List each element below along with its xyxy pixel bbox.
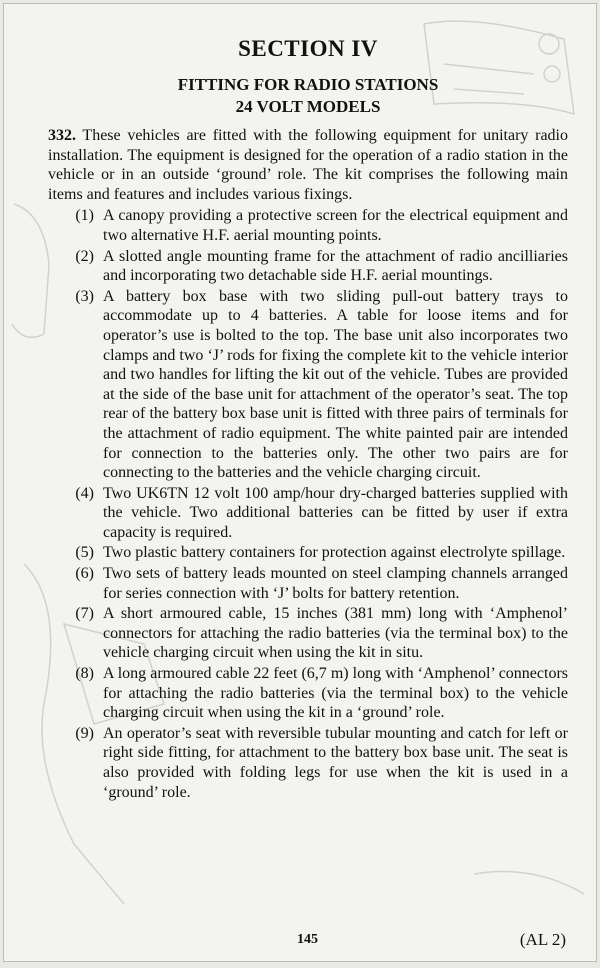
item-text: A battery box base with two sliding pull-out battery trays to accommodate up to 4 batteries. A table for loose items and for operator’s use is bolted to the top. The base unit also incorporates two clamps and two ‘J’ rods for fixing the complete kit to the vehicle interior and two handles for lifting the kit out of the vehicle. Tubes are provided at the side of the base unit for attachment of the operator’s seat. The top rear of the battery box base unit is fitted with three pairs of terminals for the attachment of radio equipment. The white painted pair are intended for connection to the batteries only. The other two pairs are for connecting to the batteries and the vehicle charging circuit.	[103, 287, 568, 482]
item-text: A canopy providing a protective screen for the electrical equipment and two alternative H.F. aerial mounting points.	[103, 207, 568, 244]
item-number: (3)	[75, 287, 94, 305]
item-text: An operator’s seat with reversible tubular mounting and catch for left or right side fitting, for attachment to the battery box base unit. The seat is also provided with folding legs for use when the kit is used in a ‘ground’ role.	[103, 724, 568, 801]
item-number: (4)	[75, 484, 94, 502]
item-text: Two plastic battery containers for protection against electrolyte spillage.	[103, 544, 566, 562]
item-number: (5)	[75, 544, 94, 562]
section-title: SECTION IV	[238, 36, 378, 61]
item-text: Two sets of battery leads mounted on steel clamping channels arranged for series connection with ‘J’ bolts for battery retention.	[103, 565, 568, 602]
item-number: (8)	[75, 665, 94, 683]
item-number: (6)	[75, 565, 94, 583]
item-number: (1)	[75, 207, 94, 225]
intro-text: These vehicles are fitted with the following equipment for unitary radio installation. The equipment is designed for the operation of a radio station in the vehicle or in an outside ‘ground’ role. The kit comprises the following main items and features and includes various fixings.	[48, 127, 568, 203]
document-page	[3, 3, 597, 962]
item-text: A slotted angle mounting frame for the attachment of radio ancilliaries and incorporating two detachable side H.F. aerial mountings.	[103, 247, 568, 285]
list-item	[48, 664, 568, 723]
intro-paragraph	[48, 126, 568, 204]
item-number: (2)	[75, 247, 94, 265]
item-number: (9)	[75, 724, 94, 742]
item-text: A short armoured cable, 15 inches (381 mm) long with ‘Amphenol’ connectors for attaching the radio batteries (via the terminal box) to the vehicle charging circuit when using the kit in situ.	[103, 605, 568, 662]
list-item	[48, 564, 568, 603]
list-item	[48, 206, 568, 245]
item-text: Two UK6TN 12 volt 100 amp/hour dry-charged batteries supplied with the vehicle. Two additional batteries can be fitted by user if extra capacity is required.	[103, 484, 568, 541]
page-content	[48, 34, 568, 802]
list-item	[48, 604, 568, 663]
paragraph-number: 332.	[48, 127, 76, 144]
list-item	[48, 484, 568, 543]
list-item	[48, 287, 568, 483]
item-text: A long armoured cable 22 feet (6,7 m) long with ‘Amphenol’ connectors for attaching the radio batteries (via the terminal box) to the vehicle charging circuit when using the kit in a ‘ground’ role.	[103, 665, 568, 722]
list-item	[48, 543, 568, 563]
item-number: (7)	[75, 605, 94, 623]
subtitle-fitting: FITTING FOR RADIO STATIONS	[177, 75, 439, 94]
amendment-reference: (AL 2)	[519, 930, 566, 949]
list-item	[48, 247, 568, 286]
equipment-list	[48, 206, 568, 802]
subtitle-voltage: 24 VOLT MODELS	[235, 97, 381, 116]
list-item	[48, 724, 568, 802]
page-number: 145	[297, 932, 318, 947]
